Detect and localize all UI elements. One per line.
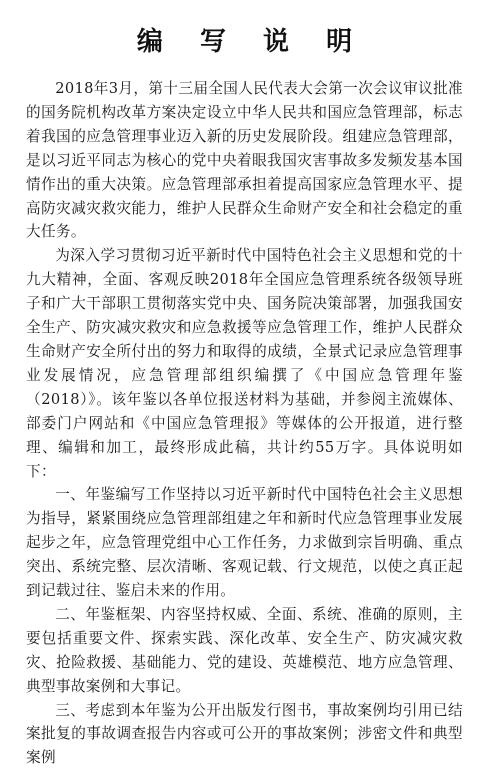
paragraph-item-2: 二、年鉴框架、内容坚持权威、全面、系统、准确的原则，主要包括重要文件、探索实践、深化改革、安全生产、防灾减灾救灾、抢险救援、基础能力、党的建设、英雄模范、地方应急管理、典型事故案例和大事记。: [26, 605, 463, 695]
paragraph-item-1: 一、年鉴编写工作坚持以习近平新时代中国特色社会主义思想为指导，紧紧围绕应急管理部组建之年和新时代应急管理事业发展起步之年，应急管理党组中心工作任务，力求做到宗旨明确、重点突出、系统完整、层次清晰、客观记载、行文规范，以使之真正起到记载过往、鉴启未来的作用。: [26, 486, 463, 600]
paragraph-item-3: 三、考虑到本年鉴为公开出版发行图书，事故案例均引用已结案批复的事故调查报告内容或可公开的事故案例；涉密文件和典型案例: [26, 701, 463, 767]
paragraph-purpose: 为深入学习贯彻习近平新时代中国特色社会主义思想和党的十九大精神，全面、客观反映2018年全国应急管理系统各级领导班子和广大干部职工贯彻落实党中央、国务院决策部署，加强我国安全生产、防灾减灾救灾和应急救援等应急管理工作，维护人民群众生命财产安全所付出的努力和取得的成绩，全景式记录应急管理事业发展情况，应急管理部组织编撰了《中国应急管理年鉴（2018）》。该年鉴以各单位报送材料为基础，并参阅主流媒体、部委门户网站和《中国应急管理报》等媒体的公开报道，进行整理、编辑和加工，最终形成此稿，共计约55万字。具体说明如下：: [26, 247, 463, 480]
paragraph-intro: 2018年3月，第十三届全国人民代表大会第一次会议审议批准的国务院机构改革方案决定设立中华人民共和国应急管理部，标志着我国的应急管理事业迈入新的历史发展阶段。组建应急管理部，是以习近平同志为核心的党中央着眼我国灾害事故多发频发基本国情作出的重大决策。应急管理部承担着提高国家应急管理水平、提高防灾减灾救灾能力，维护人民群众生命财产安全和社会稳定的重大任务。: [26, 80, 463, 241]
document-title: 编 写 说 明: [136, 27, 367, 57]
